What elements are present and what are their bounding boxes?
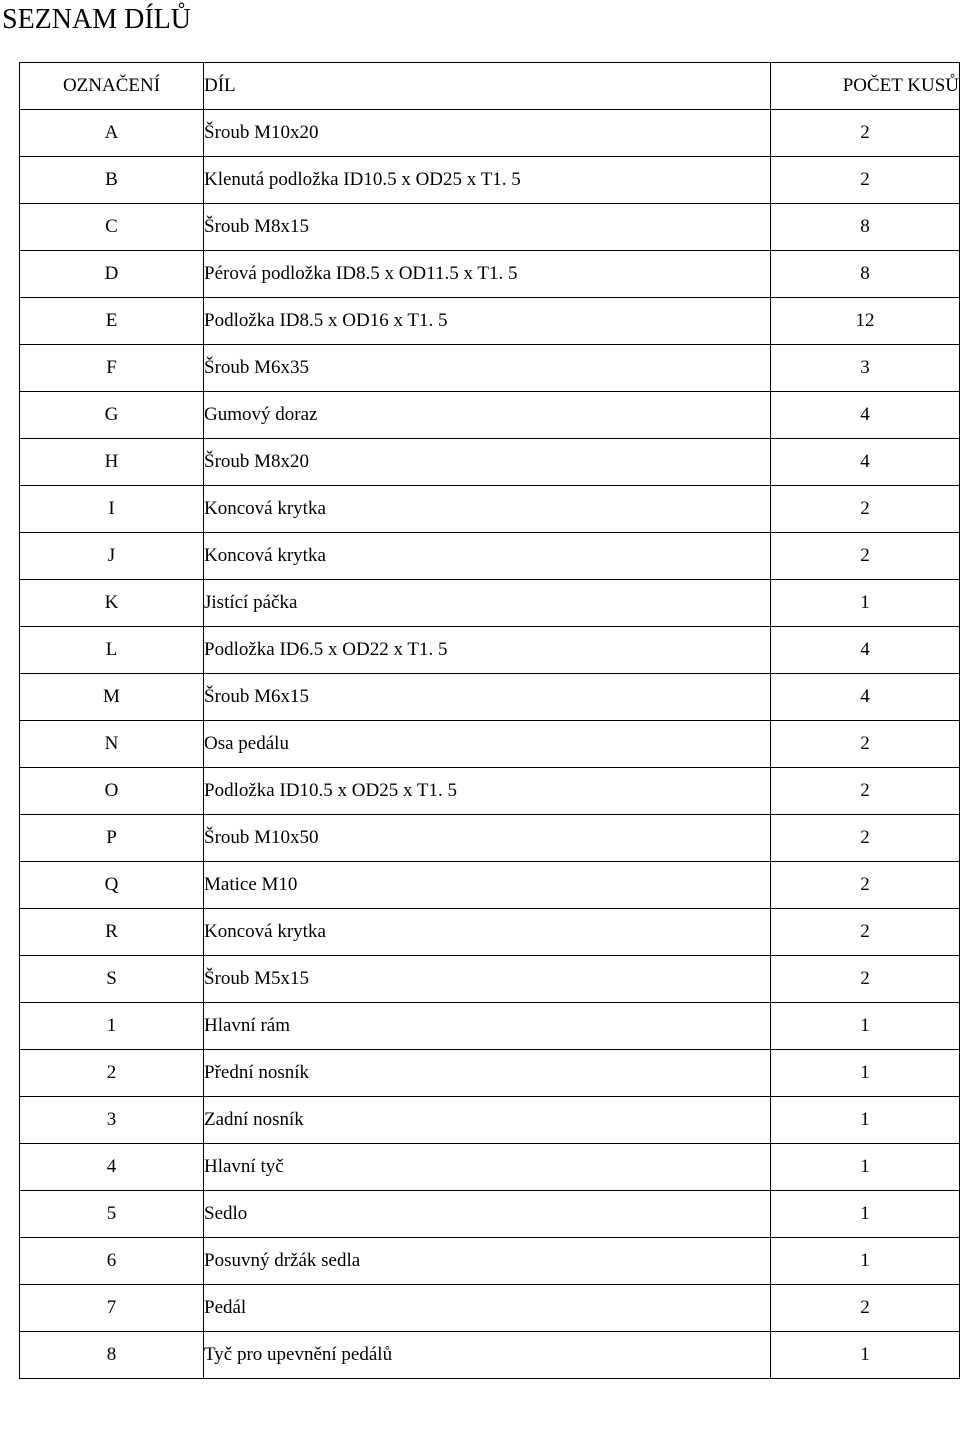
table-row: [20, 815, 960, 862]
part-count-cell: 2: [771, 815, 960, 862]
part-name-cell: Šroub M6x35: [204, 345, 771, 392]
table-row: [20, 1050, 960, 1097]
part-name-cell: Šroub M8x20: [204, 439, 771, 486]
table-row: [20, 345, 960, 392]
parts-table: [19, 62, 960, 1379]
table-body: [20, 110, 960, 1379]
table-row: [20, 1003, 960, 1050]
header-count: POČET KUSŮ: [771, 63, 960, 110]
part-mark-cell: 4: [20, 1144, 204, 1191]
part-name-cell: Koncová krytka: [204, 909, 771, 956]
table-header-row: [20, 63, 960, 110]
part-count-cell: 2: [771, 110, 960, 157]
part-name-cell: Sedlo: [204, 1191, 771, 1238]
part-mark-cell: N: [20, 721, 204, 768]
part-count-cell: 8: [771, 204, 960, 251]
header-part: DÍL: [204, 63, 771, 110]
part-name-cell: Osa pedálu: [204, 721, 771, 768]
part-count-cell: 2: [771, 956, 960, 1003]
part-count-cell: 1: [771, 1003, 960, 1050]
table-row: [20, 1144, 960, 1191]
table-row: [20, 768, 960, 815]
part-count-cell: 1: [771, 1332, 960, 1379]
part-name-cell: Posuvný držák sedla: [204, 1238, 771, 1285]
part-mark-cell: P: [20, 815, 204, 862]
part-count-cell: 1: [771, 1238, 960, 1285]
part-name-cell: Šroub M10x50: [204, 815, 771, 862]
part-count-cell: 2: [771, 486, 960, 533]
table-row: [20, 1097, 960, 1144]
part-name-cell: Gumový doraz: [204, 392, 771, 439]
part-mark-cell: 6: [20, 1238, 204, 1285]
part-mark-cell: S: [20, 956, 204, 1003]
part-mark-cell: O: [20, 768, 204, 815]
part-count-cell: 2: [771, 768, 960, 815]
table-row: [20, 1332, 960, 1379]
part-name-cell: Podložka ID10.5 x OD25 x T1. 5: [204, 768, 771, 815]
part-count-cell: 1: [771, 580, 960, 627]
part-name-cell: Pérová podložka ID8.5 x OD11.5 x T1. 5: [204, 251, 771, 298]
part-mark-cell: 3: [20, 1097, 204, 1144]
part-mark-cell: L: [20, 627, 204, 674]
table-row: [20, 674, 960, 721]
table-row: [20, 1238, 960, 1285]
table-row: [20, 580, 960, 627]
part-name-cell: Hlavní tyč: [204, 1144, 771, 1191]
part-count-cell: 1: [771, 1050, 960, 1097]
table-row: [20, 533, 960, 580]
part-mark-cell: G: [20, 392, 204, 439]
page-title: SEZNAM DÍLŮ: [2, 4, 191, 35]
part-count-cell: 2: [771, 862, 960, 909]
part-count-cell: 2: [771, 909, 960, 956]
part-mark-cell: R: [20, 909, 204, 956]
part-mark-cell: J: [20, 533, 204, 580]
part-mark-cell: Q: [20, 862, 204, 909]
part-mark-cell: C: [20, 204, 204, 251]
part-name-cell: Koncová krytka: [204, 486, 771, 533]
part-count-cell: 2: [771, 157, 960, 204]
part-count-cell: 1: [771, 1144, 960, 1191]
part-count-cell: 8: [771, 251, 960, 298]
part-name-cell: Matice M10: [204, 862, 771, 909]
part-name-cell: Koncová krytka: [204, 533, 771, 580]
part-count-cell: 1: [771, 1097, 960, 1144]
part-name-cell: Šroub M5x15: [204, 956, 771, 1003]
table-row: [20, 298, 960, 345]
part-mark-cell: E: [20, 298, 204, 345]
part-count-cell: 4: [771, 392, 960, 439]
part-name-cell: Šroub M10x20: [204, 110, 771, 157]
part-mark-cell: 7: [20, 1285, 204, 1332]
part-count-cell: 2: [771, 533, 960, 580]
table-row: [20, 1285, 960, 1332]
part-name-cell: Šroub M8x15: [204, 204, 771, 251]
table-row: [20, 721, 960, 768]
table-row: [20, 486, 960, 533]
part-mark-cell: A: [20, 110, 204, 157]
part-mark-cell: B: [20, 157, 204, 204]
table-row: [20, 862, 960, 909]
part-name-cell: Jistící páčka: [204, 580, 771, 627]
part-mark-cell: F: [20, 345, 204, 392]
part-count-cell: 4: [771, 627, 960, 674]
part-name-cell: Šroub M6x15: [204, 674, 771, 721]
part-mark-cell: H: [20, 439, 204, 486]
part-mark-cell: 1: [20, 1003, 204, 1050]
part-count-cell: 3: [771, 345, 960, 392]
table-row: [20, 909, 960, 956]
part-count-cell: 4: [771, 674, 960, 721]
part-count-cell: 2: [771, 721, 960, 768]
part-count-cell: 2: [771, 1285, 960, 1332]
part-name-cell: Zadní nosník: [204, 1097, 771, 1144]
part-name-cell: Pedál: [204, 1285, 771, 1332]
part-name-cell: Podložka ID6.5 x OD22 x T1. 5: [204, 627, 771, 674]
table-row: [20, 627, 960, 674]
part-count-cell: 1: [771, 1191, 960, 1238]
part-mark-cell: 2: [20, 1050, 204, 1097]
part-name-cell: Tyč pro upevnění pedálů: [204, 1332, 771, 1379]
table-row: [20, 392, 960, 439]
table-row: [20, 1191, 960, 1238]
part-mark-cell: K: [20, 580, 204, 627]
part-count-cell: 4: [771, 439, 960, 486]
table-row: [20, 956, 960, 1003]
table-row: [20, 157, 960, 204]
part-mark-cell: 5: [20, 1191, 204, 1238]
part-name-cell: Přední nosník: [204, 1050, 771, 1097]
part-mark-cell: I: [20, 486, 204, 533]
table-row: [20, 251, 960, 298]
part-count-cell: 12: [771, 298, 960, 345]
part-name-cell: Podložka ID8.5 x OD16 x T1. 5: [204, 298, 771, 345]
part-mark-cell: 8: [20, 1332, 204, 1379]
table-row: [20, 110, 960, 157]
table-row: [20, 204, 960, 251]
part-mark-cell: D: [20, 251, 204, 298]
header-mark: OZNAČENÍ: [20, 63, 204, 110]
part-name-cell: Hlavní rám: [204, 1003, 771, 1050]
table-row: [20, 439, 960, 486]
part-mark-cell: M: [20, 674, 204, 721]
part-name-cell: Klenutá podložka ID10.5 x OD25 x T1. 5: [204, 157, 771, 204]
